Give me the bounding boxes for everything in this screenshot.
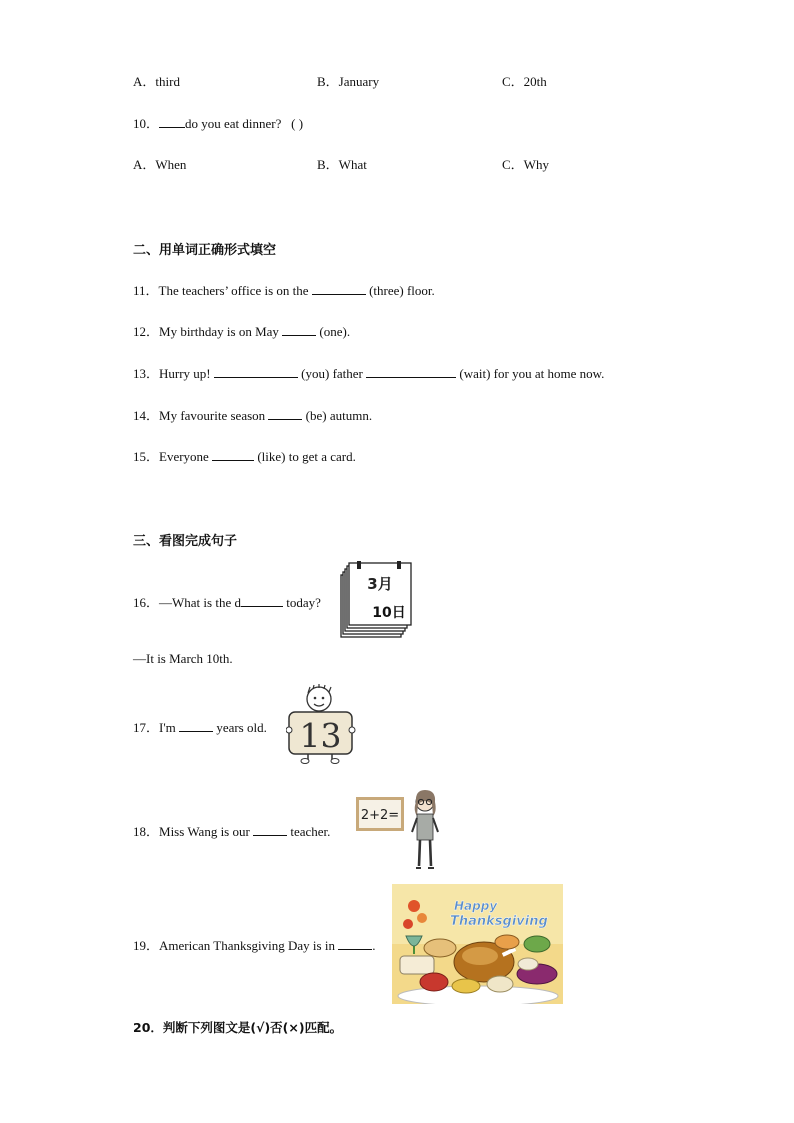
section-3-heading: 三、看图完成句子 bbox=[133, 534, 238, 549]
question-12: 12．My birthday is on May (one). bbox=[133, 324, 351, 339]
teacher-blackboard-illustration bbox=[355, 788, 447, 872]
calendar-icon bbox=[339, 561, 415, 639]
question-11: 11．The teachers’ office is on the (three) floor. bbox=[133, 283, 435, 298]
q10-option-b: B．What bbox=[317, 157, 367, 172]
answer-blank[interactable] bbox=[366, 365, 456, 378]
question-14: 14．My favourite season (be) autumn. bbox=[133, 408, 373, 423]
question-15: 15．Everyone (like) to get a card. bbox=[133, 449, 356, 464]
section-2-heading: 二、用单词正确形式填空 bbox=[133, 243, 277, 258]
answer-blank[interactable] bbox=[159, 115, 185, 128]
thanksgiving-dinner-image bbox=[392, 884, 563, 1004]
thanksgiving-banner-title: Thanksgiving bbox=[450, 914, 548, 929]
answer-blank[interactable] bbox=[253, 823, 287, 836]
answer-blank[interactable] bbox=[268, 407, 302, 420]
q10-option-a: A．When bbox=[133, 157, 187, 172]
question-20: 20．判断下列图文是(√)否(×)匹配。 bbox=[133, 1020, 343, 1035]
answer-blank[interactable] bbox=[338, 937, 372, 950]
answer-blank[interactable] bbox=[312, 282, 366, 295]
q9-option-c: C．20th bbox=[502, 74, 547, 89]
question-16: 16．—What is the d today? bbox=[133, 595, 321, 610]
q9-option-a: A．third bbox=[133, 74, 180, 89]
question-10: 10． do you eat dinner? ( ) bbox=[133, 116, 304, 131]
question-16-answer: —It is March 10th. bbox=[133, 651, 233, 666]
blackboard-text: 2+2= bbox=[360, 808, 400, 823]
question-19: 19．American Thanksgiving Day is in . bbox=[133, 938, 376, 953]
answer-blank[interactable] bbox=[179, 719, 213, 732]
question-17: 17．I'm years old. bbox=[133, 720, 267, 735]
answer-blank[interactable] bbox=[282, 323, 316, 336]
age-sign-number: 13 bbox=[299, 716, 342, 755]
calendar-month-label: 3月 bbox=[367, 575, 393, 593]
answer-blank[interactable] bbox=[241, 594, 283, 607]
question-18: 18．Miss Wang is our teacher. bbox=[133, 824, 331, 839]
boy-holding-sign-illustration bbox=[286, 684, 356, 766]
question-13: 13．Hurry up! (you) father (wait) for you at home now. bbox=[133, 366, 605, 381]
q9-option-b: B．January bbox=[317, 74, 380, 89]
calendar-day-label: 10日 bbox=[372, 605, 406, 621]
q10-option-c: C．Why bbox=[502, 157, 549, 172]
thanksgiving-banner-happy: Happy bbox=[454, 899, 498, 913]
answer-blank[interactable] bbox=[212, 448, 254, 461]
answer-blank[interactable] bbox=[214, 365, 298, 378]
